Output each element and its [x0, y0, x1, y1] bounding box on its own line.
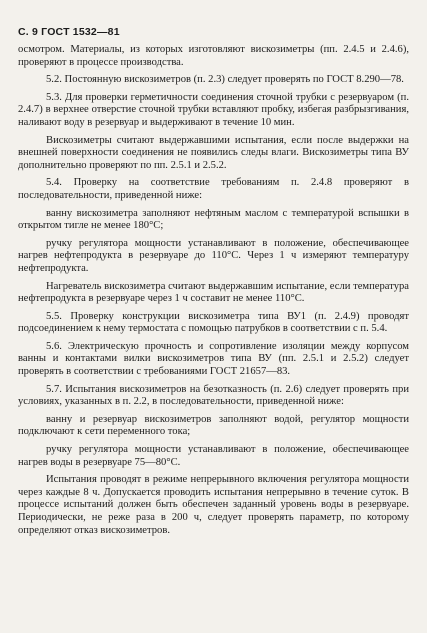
paragraph-5-7-step-1: ванну и резервуар вискозиметров заполняют водой, регулятор мощности подключают к сети переменного тока;: [18, 413, 409, 438]
paragraph-5-6: 5.6. Электрическую прочность и сопротивление изоляции между корпусом ванны и контактами вилки вискозиметров типа ВУ (пп. 2.5.1 и 2.5.2) следует проверять в соответствии с требованиями ГОСТ 21657—83.: [18, 340, 409, 378]
paragraph-5-3-result: Вискозиметры считают выдержавшими испытания, если после выдержки на внешней поверхности соединения не появились следы влаги. Вискозиметры типа ВУ дополнительно проверяют по пп. 2.5.1 и 2.5.2.: [18, 134, 409, 171]
paragraph-continuation: осмотром. Материалы, из которых изготовляют вискозиметры (пп. 2.4.5 и 2.4.6), проверяют в процессе производства.: [18, 44, 409, 68]
paragraph-5-4-result: Нагреватель вискозиметра считают выдержавшим испытание, если температура нефтепродукта в резервуаре через 1 ч составит не менее 110°С.: [18, 280, 409, 305]
paragraph-5-7-result: Испытания проводят в режиме непрерывного включения регулятора мощности через каждые 8 ч. Допускается проводить испытания непрерывно в течение суток. В процессе испытаний должен быть обеспечен заданный уровень воды в резервуаре. Периодически, не реже раза в 200 ч, следует проверять параметр, по которому определяют отказ вискозиметров.: [18, 474, 409, 536]
paragraph-5-3: 5.3. Для проверки герметичности соединения сточной трубки с резервуаром (п. 2.4.7) в верхнее отверстие сточной трубки вставляют пробку, избегая разбрызгивания, наливают воду в резервуар и выдерживают в течение 10 мин.: [18, 91, 409, 128]
paragraph-5-2: 5.2. Постоянную вискозиметров (п. 2.3) следует проверять по ГОСТ 8.290—78.: [46, 74, 404, 86]
document-body: [18, 44, 409, 537]
paragraph-5-7-step-2: ручку регулятора мощности устанавливают в положение, обеспечивающее нагрев воды в резервуаре 75—80°С.: [18, 444, 409, 468]
paragraph-5-4: 5.4. Проверку на соответствие требованиям п. 2.4.8 проверяют в последовательности, приведенной ниже:: [18, 177, 409, 201]
paragraph-5-4-step-2: ручку регулятора мощности устанавливают в положение, обеспечивающее нагрев нефтепродукта в резервуаре до 110°С. Через 1 ч измеряют температуру нефтепродукта.: [18, 237, 409, 274]
page-header: С. 9 ГОСТ 1532—81: [18, 26, 120, 38]
paragraph-5-7: 5.7. Испытания вискозиметров на безотказность (п. 2.6) следует проверять при условиях, указанных в п. 2.2, в последовательности, приведенной ниже:: [18, 383, 409, 408]
paragraph-5-5: 5.5. Проверку конструкции вискозиметра типа ВУ1 (п. 2.4.9) проводят подсоединением к нему термостата с помощью патрубков в соответствии с п. 5.4.: [18, 310, 409, 335]
paragraph-5-4-step-1: ванну вискозиметра заполняют нефтяным маслом с температурой вспышки в открытом тигле не менее 180°С;: [18, 207, 409, 232]
